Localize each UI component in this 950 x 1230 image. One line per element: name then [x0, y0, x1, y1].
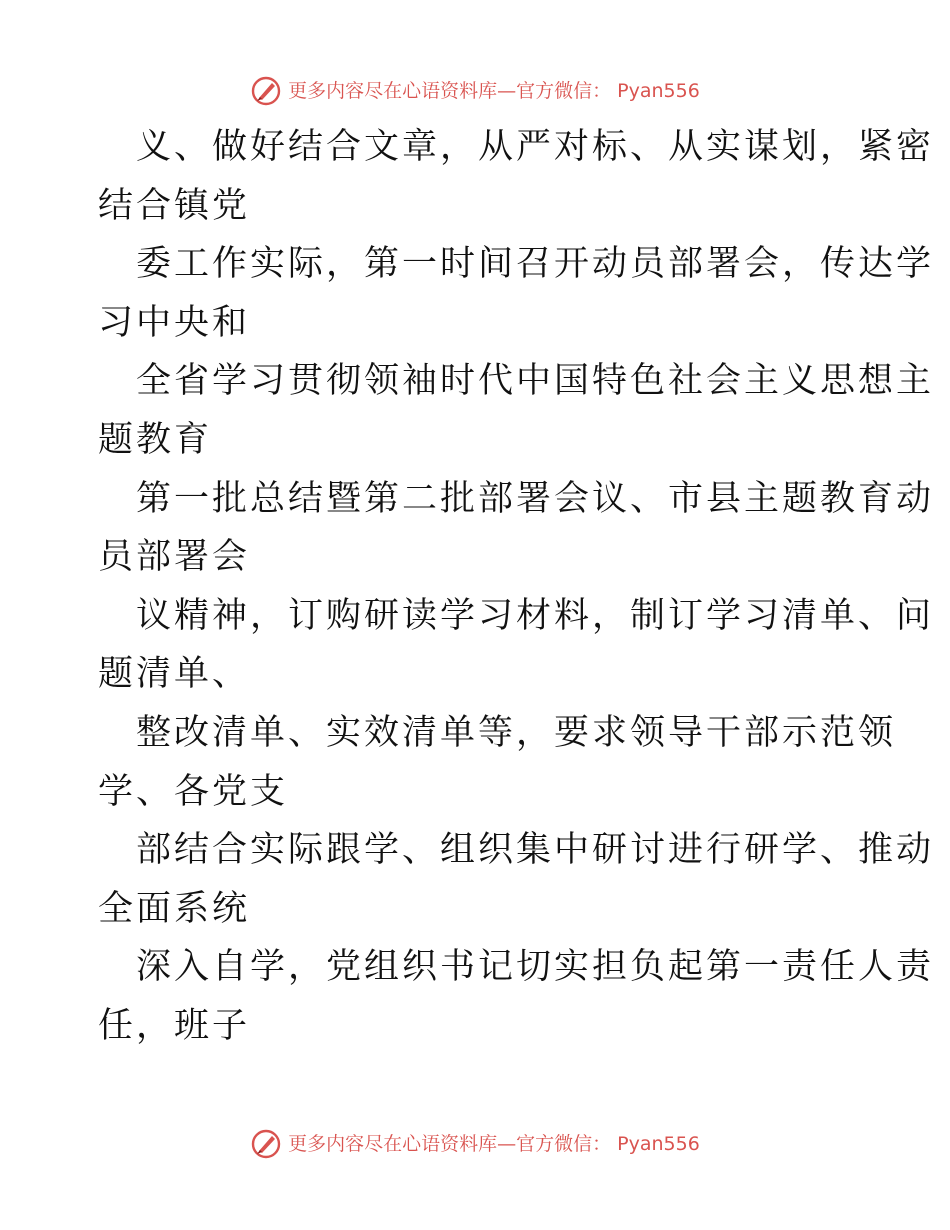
watermark-wechat-id: Pyan556: [617, 1133, 700, 1155]
footer-watermark: [0, 1128, 950, 1160]
text-line: 任，班子: [98, 1005, 251, 1046]
text-line: 学、各党支: [98, 771, 289, 812]
text-line: 员部署会: [98, 537, 251, 578]
text-line: 习中央和: [98, 302, 251, 343]
text-line: 深入自学，党组织书记切实担负起第一责任人责: [136, 947, 935, 988]
header-watermark: [0, 75, 950, 107]
quill-pen-logo-icon: [250, 75, 282, 107]
text-line: 部结合实际跟学、组织集中研讨进行研学、推动: [136, 830, 935, 871]
document-body: [98, 118, 935, 1056]
text-line: 结合镇党: [98, 185, 251, 226]
watermark-wechat-id: Pyan556: [617, 80, 700, 102]
watermark-text: 更多内容尽在心语资料库—官方微信：: [288, 80, 612, 102]
text-line: 全面系统: [98, 888, 251, 929]
text-line: 题清单、: [98, 654, 251, 695]
watermark-text: 更多内容尽在心语资料库—官方微信：: [288, 1133, 612, 1155]
text-line: 全省学习贯彻领袖时代中国特色社会主义思想主: [136, 361, 935, 402]
text-line: 整改清单、实效清单等，要求领导干部示范领: [136, 712, 897, 753]
text-line: 议精神，订购研读学习材料，制订学习清单、问: [136, 595, 935, 636]
text-line: 委工作实际，第一时间召开动员部署会，传达学: [136, 244, 935, 285]
quill-pen-logo-icon: [250, 1128, 282, 1160]
text-line: 第一批总结暨第二批部署会议、市县主题教育动: [136, 478, 935, 519]
text-line: 题教育: [98, 419, 213, 460]
text-line: 义、做好结合文章，从严对标、从实谋划，紧密: [136, 127, 935, 167]
